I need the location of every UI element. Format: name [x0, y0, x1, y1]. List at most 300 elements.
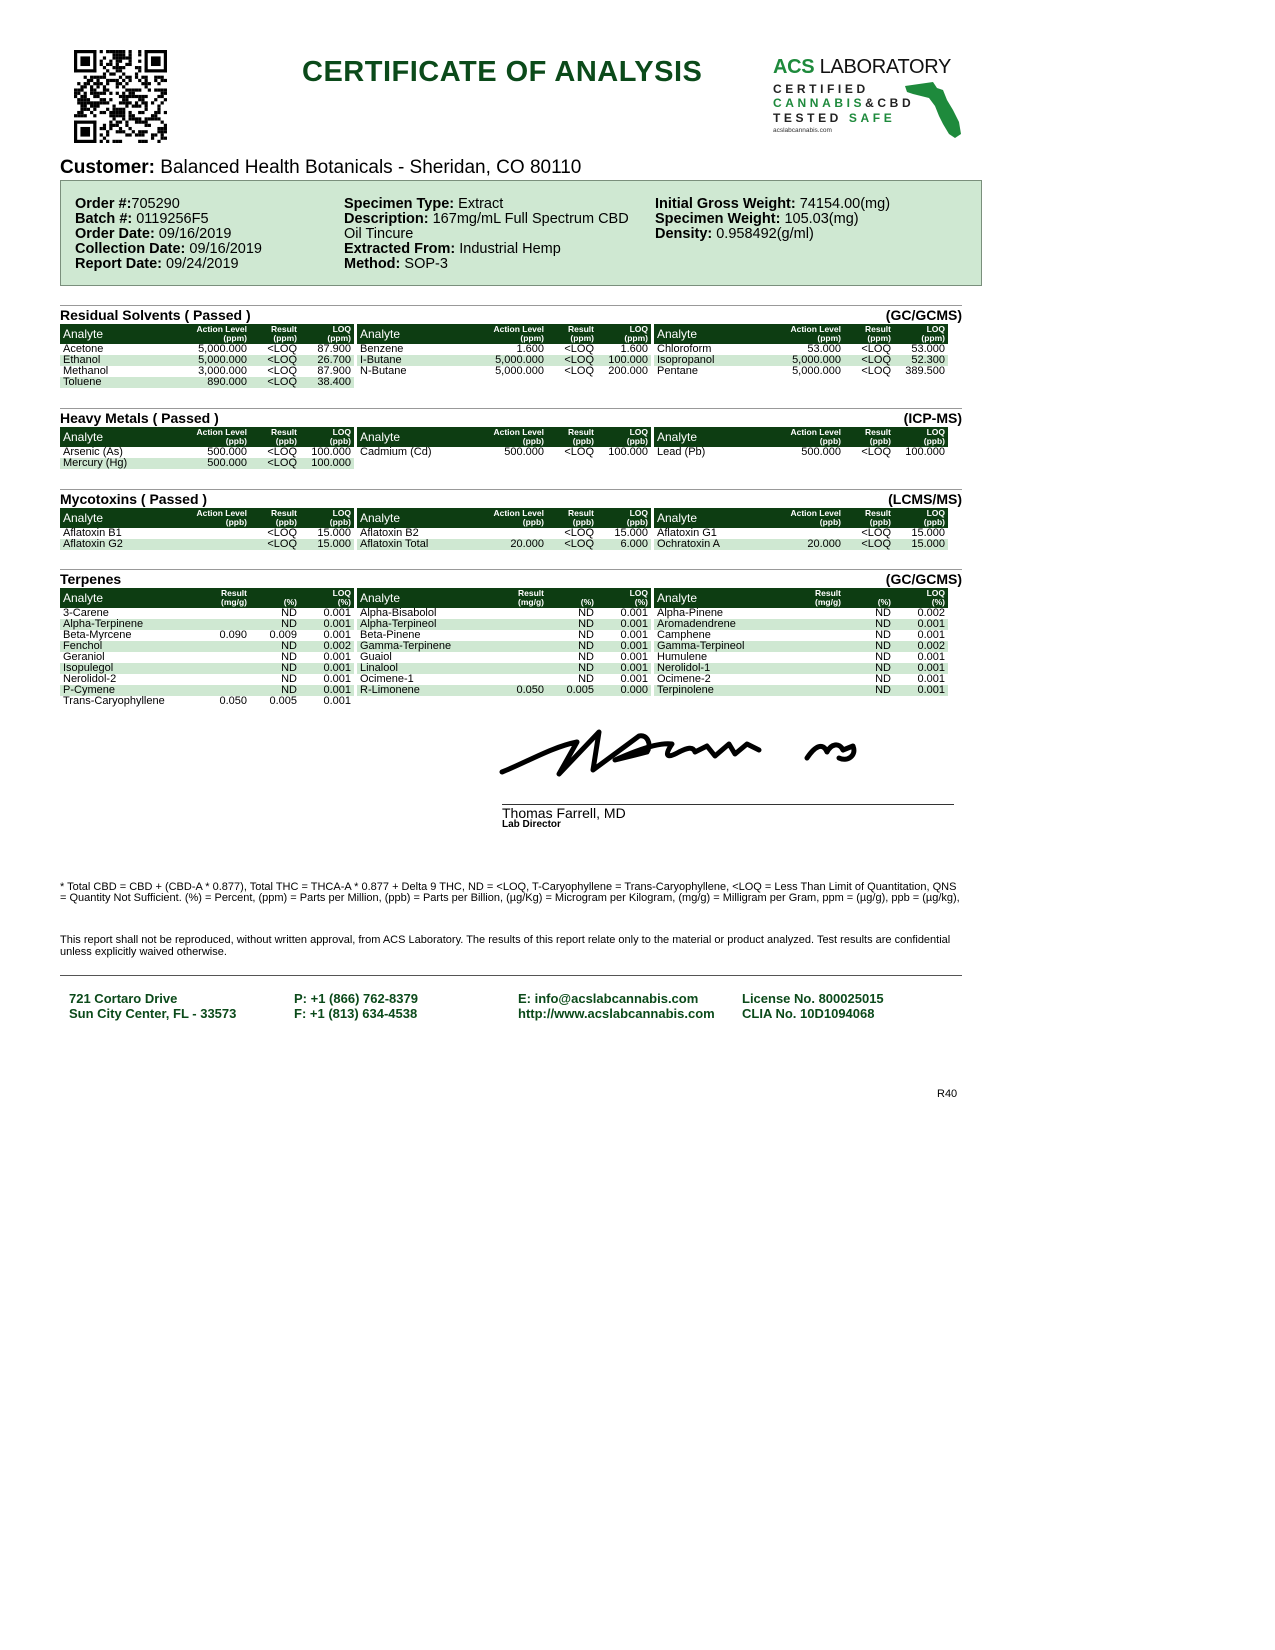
- column-header: Action Level (ppm): [772, 324, 844, 344]
- value-cell: ND: [578, 608, 594, 619]
- value-cell: 0.009: [269, 630, 297, 641]
- value-cell: [178, 539, 250, 550]
- logo-line-1: CERTIFIED: [773, 82, 869, 96]
- value-cell: ND: [281, 608, 297, 619]
- value-cell: <LOQ: [547, 539, 597, 550]
- column-header: Analyte: [60, 427, 178, 447]
- value-cell: <LOQ: [844, 355, 894, 366]
- value-cell: 6.000: [597, 539, 651, 550]
- value-cell: 5,000.000: [495, 366, 544, 377]
- value-cell: 3,000.000: [198, 366, 247, 377]
- analyte-cell: Aflatoxin B2: [360, 528, 419, 539]
- value-cell: 0.002: [894, 641, 948, 652]
- analyte-cell: Ocimene-1: [360, 674, 414, 685]
- disclaimer: This report shall not be reproduced, without written approval, from ACS Laboratory. The results of this report relate only to the material or product analyzed. Test results are confidential unless explicitly waived otherwise.: [60, 934, 951, 958]
- column-header: Action Level (ppb): [772, 427, 844, 447]
- order-info-column: [75, 197, 262, 272]
- value-cell: <LOQ: [861, 447, 891, 458]
- analyte-cell: Nerolidol-1: [654, 663, 772, 674]
- table-row: [60, 652, 354, 663]
- value-cell: ND: [547, 641, 597, 652]
- section-method: (ICP-MS): [903, 410, 962, 426]
- column-header: Analyte: [60, 324, 178, 344]
- value-cell: 15.000: [300, 539, 354, 550]
- table-row: [654, 608, 948, 619]
- florida-map-icon: [903, 78, 963, 140]
- table-row: [654, 641, 948, 652]
- section-divider: [60, 569, 962, 570]
- value-cell: [475, 663, 547, 674]
- results-table: [357, 427, 651, 458]
- column-header: Analyte: [357, 324, 475, 344]
- table-row: [357, 619, 651, 630]
- analyte-cell: Isopropanol: [654, 355, 772, 366]
- value-cell: 100.000: [300, 458, 354, 469]
- value-cell: 20.000: [475, 539, 547, 550]
- table-row: [654, 355, 948, 366]
- column-header: Result (ppb): [250, 427, 300, 447]
- analyte-cell: Aflatoxin B1: [63, 528, 122, 539]
- value-cell: ND: [578, 674, 594, 685]
- email-link[interactable]: E: info@acslabcannabis.com: [518, 991, 699, 1006]
- value-cell: <LOQ: [564, 528, 594, 539]
- analyte-cell: Benzene: [360, 344, 404, 355]
- value-cell: ND: [844, 641, 894, 652]
- table-row: [654, 685, 948, 696]
- logo-line-2: CANNABIS&CBD: [773, 96, 915, 110]
- value-cell: ND: [250, 685, 300, 696]
- analyte-cell: Aflatoxin Total: [357, 539, 475, 550]
- section-title: Residual Solvents ( Passed ): [60, 307, 251, 323]
- column-header: (%): [250, 588, 300, 608]
- footer-phone: [294, 991, 418, 1021]
- info-row: Order #:705290: [75, 196, 180, 212]
- column-header: LOQ (ppb): [894, 427, 948, 447]
- analyte-cell: Aromadendrene: [654, 619, 772, 630]
- table-row: [60, 539, 354, 550]
- analyte-cell: Acetone: [63, 344, 104, 355]
- results-table: [654, 427, 948, 458]
- value-cell: ND: [250, 663, 300, 674]
- value-cell: <LOQ: [267, 447, 297, 458]
- value-cell: ND: [844, 663, 894, 674]
- info-row: Report Date: 09/24/2019: [75, 256, 239, 272]
- value-cell: 87.900: [317, 366, 351, 377]
- analyte-cell: Ochratoxin A: [654, 539, 772, 550]
- value-cell: [178, 619, 250, 630]
- info-row: Density: 0.958492(g/ml): [655, 226, 814, 242]
- analyte-cell: Aflatoxin G1: [657, 528, 717, 539]
- table-row: [60, 377, 354, 388]
- analyte-cell: Arsenic (As): [63, 447, 123, 458]
- value-cell: [475, 674, 547, 685]
- value-cell: 0.001: [300, 663, 354, 674]
- column-header: Analyte: [654, 324, 772, 344]
- value-cell: 0.001: [917, 652, 945, 663]
- value-cell: <LOQ: [564, 366, 594, 377]
- director-role: Lab Director: [502, 819, 561, 830]
- value-cell: [178, 528, 250, 539]
- table-row: [357, 344, 651, 355]
- value-cell: 0.002: [917, 608, 945, 619]
- value-cell: ND: [250, 641, 300, 652]
- info-row: Extracted From: Industrial Hemp: [344, 241, 561, 257]
- value-cell: <LOQ: [861, 344, 891, 355]
- analyte-cell: Beta-Pinene: [360, 630, 421, 641]
- table-row: [654, 447, 948, 458]
- results-table: [357, 588, 651, 696]
- column-header: LOQ (ppb): [300, 427, 354, 447]
- value-cell: 5,000.000: [792, 366, 841, 377]
- table-row: [60, 608, 354, 619]
- table-row: [60, 641, 354, 652]
- value-cell: [178, 663, 250, 674]
- value-cell: [772, 641, 844, 652]
- value-cell: 500.000: [801, 447, 841, 458]
- value-cell: 15.000: [317, 528, 351, 539]
- table-row: [357, 641, 651, 652]
- value-cell: ND: [281, 652, 297, 663]
- value-cell: <LOQ: [250, 539, 300, 550]
- value-cell: 0.001: [620, 652, 648, 663]
- value-cell: 0.001: [300, 619, 354, 630]
- analyte-cell: Chloroform: [657, 344, 712, 355]
- value-cell: 890.000: [178, 377, 250, 388]
- table-row: [60, 685, 354, 696]
- value-cell: 500.000: [504, 447, 544, 458]
- section-divider: [60, 489, 962, 490]
- table-row: [654, 619, 948, 630]
- value-cell: [178, 652, 250, 663]
- table-row: [60, 674, 354, 685]
- value-cell: 1.600: [620, 344, 648, 355]
- results-table: [654, 508, 948, 550]
- analyte-cell: R-Limonene: [357, 685, 475, 696]
- page-title: CERTIFICATE OF ANALYSIS: [302, 56, 703, 88]
- table-row: [654, 528, 948, 539]
- analyte-cell: I-Butane: [357, 355, 475, 366]
- value-cell: 0.001: [894, 663, 948, 674]
- results-table: [60, 588, 354, 707]
- table-row: [654, 539, 948, 550]
- value-cell: 0.001: [917, 674, 945, 685]
- table-row: [654, 366, 948, 377]
- table-row: [60, 355, 354, 366]
- value-cell: [772, 619, 844, 630]
- column-header: Analyte: [357, 508, 475, 528]
- analyte-cell: Gamma-Terpineol: [654, 641, 772, 652]
- section-title: Terpenes: [60, 571, 122, 587]
- value-cell: 5,000.000: [772, 355, 844, 366]
- value-cell: ND: [578, 652, 594, 663]
- value-cell: 15.000: [894, 539, 948, 550]
- value-cell: ND: [844, 619, 894, 630]
- column-header: Analyte: [357, 588, 475, 608]
- value-cell: ND: [875, 630, 891, 641]
- analyte-cell: Linalool: [357, 663, 475, 674]
- value-cell: ND: [281, 674, 297, 685]
- value-cell: 26.700: [300, 355, 354, 366]
- analyte-cell: Alpha-Terpinene: [60, 619, 178, 630]
- weight-info-column: [655, 197, 890, 242]
- column-header: LOQ (ppb): [300, 508, 354, 528]
- value-cell: [475, 652, 547, 663]
- column-header: Analyte: [654, 508, 772, 528]
- value-cell: 0.001: [620, 674, 648, 685]
- value-cell: <LOQ: [861, 528, 891, 539]
- column-header: Result (ppb): [547, 427, 597, 447]
- value-cell: 500.000: [207, 447, 247, 458]
- info-row: Oil Tincure: [344, 226, 414, 242]
- fax-number: F: +1 (813) 634-4538: [294, 1006, 418, 1021]
- specimen-info-column: [344, 197, 629, 272]
- results-table: [60, 427, 354, 469]
- value-cell: 53.000: [911, 344, 945, 355]
- column-header: (%): [844, 588, 894, 608]
- table-row: [60, 630, 354, 641]
- analyte-cell: Fenchol: [60, 641, 178, 652]
- value-cell: 0.001: [597, 641, 651, 652]
- value-cell: ND: [250, 619, 300, 630]
- value-cell: 5,000.000: [198, 344, 247, 355]
- value-cell: 0.001: [323, 652, 351, 663]
- value-cell: <LOQ: [547, 355, 597, 366]
- analyte-cell: Methanol: [63, 366, 109, 377]
- value-cell: 0.090: [219, 630, 247, 641]
- section-divider: [60, 408, 962, 409]
- value-cell: 0.050: [219, 696, 247, 707]
- value-cell: [772, 608, 844, 619]
- director-name: Thomas Farrell, MD: [502, 805, 626, 821]
- footer-license: [742, 991, 884, 1021]
- value-cell: [475, 619, 547, 630]
- column-header: LOQ (ppb): [597, 508, 651, 528]
- value-cell: [475, 630, 547, 641]
- table-row: [654, 652, 948, 663]
- analyte-cell: Humulene: [657, 652, 708, 663]
- table-row: [357, 608, 651, 619]
- value-cell: 0.001: [620, 630, 648, 641]
- column-header: Result (ppm): [844, 324, 894, 344]
- value-cell: 100.000: [597, 355, 651, 366]
- value-cell: 0.005: [269, 696, 297, 707]
- abbreviation-notes: * Total CBD = CBD + (CBD-A * 0.877), Total THC = THCA-A * 0.877 + Delta 9 THC, ND = <LOQ, T-Caryophyllene = Trans-Caryophyllene, <LOQ = Less Than Limit of Quantitation, QNS = Quantity Not Sufficient. (%) = Percent, (ppm) = Parts per Million, (ppb) = Parts per Billion, (µg/Kg) = Microgram per Kilogram, (mg/g) = Milligram per Gram, ppm = (µg/g), ppb = (µg/kg),: [60, 881, 960, 904]
- value-cell: 500.000: [178, 458, 250, 469]
- column-header: Action Level (ppm): [475, 324, 547, 344]
- column-header: LOQ (ppm): [300, 324, 354, 344]
- table-row: [357, 630, 651, 641]
- analyte-cell: Guaiol: [360, 652, 392, 663]
- specimen-info-box: [60, 180, 982, 286]
- value-cell: 5,000.000: [475, 355, 547, 366]
- column-header: Action Level (ppb): [178, 427, 250, 447]
- table-row: [357, 355, 651, 366]
- analyte-cell: Alpha-Pinene: [657, 608, 724, 619]
- table-row: [357, 674, 651, 685]
- value-cell: <LOQ: [267, 366, 297, 377]
- table-row: [60, 447, 354, 458]
- value-cell: ND: [875, 674, 891, 685]
- website-link[interactable]: http://www.acslabcannabis.com: [518, 1006, 715, 1021]
- value-cell: [772, 528, 844, 539]
- analyte-cell: Terpinolene: [654, 685, 772, 696]
- analyte-cell: Gamma-Terpinene: [357, 641, 475, 652]
- info-row: Order Date: 09/16/2019: [75, 226, 232, 242]
- analyte-cell: Aflatoxin G2: [60, 539, 178, 550]
- section-method: (LCMS/MS): [888, 491, 962, 507]
- column-header: Result (ppb): [547, 508, 597, 528]
- value-cell: [475, 641, 547, 652]
- footer-contact: [518, 991, 715, 1021]
- analyte-cell: Beta-Myrcene: [63, 630, 132, 641]
- value-cell: 52.300: [894, 355, 948, 366]
- analyte-cell: Pentane: [657, 366, 698, 377]
- logo-line-3: TESTED SAFE: [773, 111, 896, 125]
- column-header: Result (mg/g): [772, 588, 844, 608]
- value-cell: 0.002: [300, 641, 354, 652]
- value-cell: 0.001: [894, 619, 948, 630]
- section-title: Mycotoxins ( Passed ): [60, 491, 208, 507]
- value-cell: <LOQ: [564, 447, 594, 458]
- value-cell: 1.600: [516, 344, 544, 355]
- analyte-cell: Isopulegol: [60, 663, 178, 674]
- table-row: [357, 528, 651, 539]
- section-divider: [60, 305, 962, 306]
- value-cell: [178, 685, 250, 696]
- info-row: Method: SOP-3: [344, 256, 448, 272]
- address-line-1: 721 Cortaro Drive: [69, 991, 178, 1006]
- column-header: Result (ppm): [547, 324, 597, 344]
- qr-code-icon: [74, 50, 167, 143]
- column-header: Result (ppb): [844, 508, 894, 528]
- clia-number: CLIA No. 10D1094068: [742, 1006, 875, 1021]
- value-cell: [475, 528, 547, 539]
- table-row: [654, 663, 948, 674]
- column-header: Analyte: [60, 588, 178, 608]
- column-header: Result (ppb): [250, 508, 300, 528]
- table-row: [357, 366, 651, 377]
- license-number: License No. 800025015: [742, 991, 884, 1006]
- analyte-cell: Geraniol: [63, 652, 105, 663]
- value-cell: <LOQ: [267, 528, 297, 539]
- section-method: (GC/GCMS): [885, 307, 962, 323]
- value-cell: 0.000: [597, 685, 651, 696]
- column-header: LOQ (%): [894, 588, 948, 608]
- value-cell: 0.001: [323, 696, 351, 707]
- value-cell: [178, 674, 250, 685]
- footer-divider: [60, 975, 962, 976]
- value-cell: 20.000: [772, 539, 844, 550]
- signature-icon: [497, 722, 907, 788]
- value-cell: 100.000: [608, 447, 648, 458]
- analyte-cell: P-Cymene: [60, 685, 178, 696]
- table-row: [60, 366, 354, 377]
- value-cell: ND: [844, 685, 894, 696]
- value-cell: 0.001: [597, 663, 651, 674]
- value-cell: 0.001: [323, 630, 351, 641]
- column-header: Analyte: [60, 508, 178, 528]
- value-cell: 0.001: [620, 608, 648, 619]
- value-cell: 389.500: [905, 366, 945, 377]
- acs-laboratory-logo: [773, 56, 963, 140]
- value-cell: 15.000: [911, 528, 945, 539]
- column-header: Result (mg/g): [178, 588, 250, 608]
- footer-address: [69, 991, 236, 1021]
- value-cell: [772, 663, 844, 674]
- value-cell: ND: [547, 619, 597, 630]
- column-header: LOQ (%): [597, 588, 651, 608]
- column-header: Result (ppm): [250, 324, 300, 344]
- value-cell: ND: [578, 630, 594, 641]
- value-cell: 100.000: [311, 447, 351, 458]
- table-row: [654, 344, 948, 355]
- value-cell: <LOQ: [250, 355, 300, 366]
- analyte-cell: Trans-Caryophyllene: [63, 696, 165, 707]
- column-header: LOQ (ppb): [597, 427, 651, 447]
- value-cell: [772, 630, 844, 641]
- analyte-cell: Alpha-Bisabolol: [360, 608, 437, 619]
- column-header: Analyte: [654, 588, 772, 608]
- info-row: Specimen Type: Extract: [344, 196, 504, 212]
- value-cell: 0.001: [300, 685, 354, 696]
- value-cell: ND: [875, 608, 891, 619]
- column-header: Action Level (ppb): [475, 508, 547, 528]
- value-cell: ND: [547, 663, 597, 674]
- value-cell: [772, 685, 844, 696]
- table-row: [60, 344, 354, 355]
- value-cell: <LOQ: [861, 366, 891, 377]
- table-row: [357, 663, 651, 674]
- results-table: [357, 324, 651, 377]
- analyte-cell: Nerolidol-2: [63, 674, 117, 685]
- info-row: Initial Gross Weight: 74154.00(mg): [655, 196, 891, 212]
- value-cell: <LOQ: [250, 458, 300, 469]
- value-cell: 200.000: [608, 366, 648, 377]
- address-line-2: Sun City Center, FL - 33573: [69, 1006, 237, 1021]
- value-cell: [475, 608, 547, 619]
- value-cell: 0.050: [475, 685, 547, 696]
- column-header: Analyte: [654, 427, 772, 447]
- info-row: Specimen Weight: 105.03(mg): [655, 211, 859, 227]
- value-cell: 5,000.000: [178, 355, 250, 366]
- column-header: LOQ (ppm): [597, 324, 651, 344]
- logo-wordmark: ACS LABORATORY: [773, 56, 952, 78]
- value-cell: 100.000: [905, 447, 945, 458]
- analyte-cell: Lead (Pb): [657, 447, 706, 458]
- column-header: LOQ (ppm): [894, 324, 948, 344]
- analyte-cell: Alpha-Terpineol: [357, 619, 475, 630]
- section-method: (GC/GCMS): [885, 571, 962, 587]
- analyte-cell: Mercury (Hg): [60, 458, 178, 469]
- value-cell: 0.005: [547, 685, 597, 696]
- value-cell: <LOQ: [844, 539, 894, 550]
- customer-line: Customer: Balanced Health Botanicals - Sheridan, CO 80110: [60, 157, 582, 178]
- info-row: Collection Date: 09/16/2019: [75, 241, 262, 257]
- revision-code: R40: [937, 1088, 958, 1100]
- value-cell: [178, 641, 250, 652]
- value-cell: <LOQ: [250, 377, 300, 388]
- value-cell: [772, 652, 844, 663]
- column-header: Analyte: [357, 427, 475, 447]
- value-cell: 0.001: [917, 630, 945, 641]
- results-table: [654, 588, 948, 696]
- table-row: [357, 685, 651, 696]
- value-cell: 0.001: [597, 619, 651, 630]
- analyte-cell: Ethanol: [60, 355, 178, 366]
- column-header: Action Level (ppb): [772, 508, 844, 528]
- table-row: [357, 652, 651, 663]
- table-row: [654, 630, 948, 641]
